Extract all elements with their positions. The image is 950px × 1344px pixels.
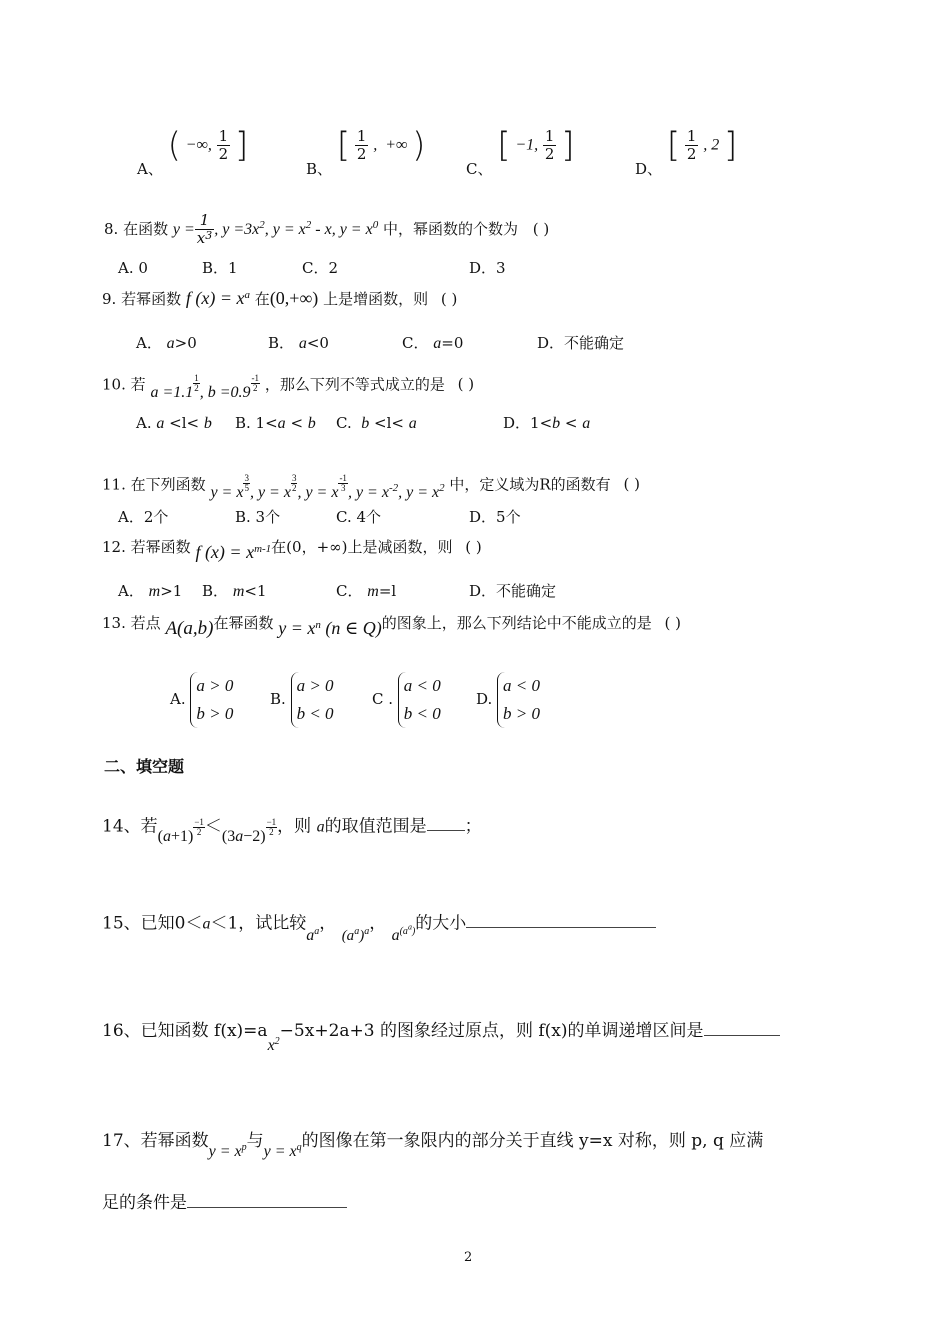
formula: $y = x^p$ bbox=[208, 1142, 247, 1160]
question-16: 16、已知函数 $f(x)=ax^2-5x+2a+3$ 的图象经过原点，则 f(x)的单调递增区间是 bbox=[102, 1020, 780, 1045]
q8-option-b: B．1 bbox=[202, 259, 238, 277]
q9-option-a: A． a>0 bbox=[136, 334, 197, 352]
q8-option-c: C．2 bbox=[302, 259, 339, 277]
formula: $a^a$ bbox=[306, 926, 320, 945]
q13-option-c: C . a < 0 b < 0 bbox=[372, 672, 441, 728]
q9-option-c: C． a=0 bbox=[402, 334, 464, 352]
answer-blank[interactable] bbox=[704, 1021, 780, 1036]
fraction: $\frac{1}{x^3}$ bbox=[196, 211, 213, 247]
question-11: 11. 在下列函数 y = x $\frac{3}{5}$ , y = x $\frac{3}{2}$ , y = x $\frac{-1}{3}$ , $y = x^{-2}$, $y = x^2$ 中，定义域为R的函数有 ( ) bbox=[102, 473, 640, 502]
q11-option-a: A．2个 bbox=[118, 508, 169, 526]
option-label: B、 bbox=[306, 159, 333, 178]
q7-option-a: A、 ( −∞, $\frac{1}{2}$ ] bbox=[137, 125, 249, 178]
question-9: 9. 若幂函数 f $(x) = x^a$ 在(0,+∞) 上是增函数，则 ( ) bbox=[102, 288, 458, 308]
q10-option-d: D．1<b < a bbox=[503, 414, 591, 432]
answer-blank[interactable] bbox=[427, 816, 465, 831]
question-17: 17、若幂函数$y = x^p$与$y = x^q$的图像在第一象限内的部分关于直线 y=x 对称，则 p, q 应满 bbox=[102, 1131, 764, 1160]
q13-option-b: B. a > 0 b < 0 bbox=[270, 672, 334, 728]
option-label: D、 bbox=[635, 159, 663, 178]
fraction-half: $\frac{1}{2}$ bbox=[218, 127, 229, 163]
formula: $x^2$ bbox=[267, 1036, 280, 1054]
q7-option-d: D、 [ $\frac{1}{2}$ , 2 ] bbox=[635, 125, 738, 178]
formula: f $(x) = x^{m-1}$ bbox=[195, 542, 272, 562]
formula: f $(x) = x^a$ bbox=[185, 288, 251, 308]
formula: A(a,b) bbox=[165, 618, 214, 639]
q8-option-a: A. 0 bbox=[118, 259, 148, 277]
q10-option-b: B. 1<a < b bbox=[235, 414, 316, 432]
formula: a =1.1 $\frac{1}{2}$ , b =0.9 $\frac{-1}{2}$ bbox=[150, 373, 260, 402]
q7-option-b: B、 [ $\frac{1}{2}$ , +∞ ) bbox=[306, 125, 426, 178]
formula: $y = x^q$ bbox=[263, 1142, 302, 1160]
question-14: 14、若(a+1) $\frac{-1}{2}$ ＜(3a−2) $\frac{-1}{2}$ ，则 a的取值范围是 ； bbox=[102, 816, 482, 846]
formula: $a^{(a^a)}$ bbox=[391, 923, 416, 945]
inequality-system: a > 0 b < 0 bbox=[291, 672, 334, 728]
formula: y = x $\frac{3}{5}$ , y = x $\frac{3}{2}$ , y = x $\frac{-1}{3}$ , $y = x^{-2}$, $y = x^2$ bbox=[210, 473, 445, 502]
question-12: 12. 若幂函数 f $(x) = x^{m-1}$在(0，+∞)上是减函数，则 ( ) bbox=[102, 538, 482, 562]
q12-option-d: D．不能确定 bbox=[469, 582, 557, 600]
question-8: 8. 在函数 y = $\frac{1}{x^3}$ , $y =3x^2$, $y = x^2 - x$, $y = x^0$ 中，幂函数的个数为 ( ) bbox=[104, 211, 550, 247]
inequality-system: a < 0 b < 0 bbox=[398, 672, 441, 728]
q12-option-b: B． m<1 bbox=[202, 582, 267, 600]
q12-option-a: A． m>1 bbox=[118, 582, 183, 600]
q10-option-a: A. a <l< b bbox=[136, 414, 212, 432]
question-17-line-2: 足的条件是 bbox=[102, 1192, 347, 1214]
formula: (a+1) $\frac{-1}{2}$ bbox=[157, 817, 204, 846]
fraction-half: $\frac{1}{2}$ bbox=[544, 127, 555, 163]
option-label: A、 bbox=[137, 159, 163, 178]
question-13: 13. 若点 A(a,b)在幂函数 $y = x^n$ (n ∈ Q)的图象上，那么下列结论中不能成立的是 ( ) bbox=[102, 614, 681, 639]
option-label: C、 bbox=[466, 159, 493, 178]
q11-option-d: D．5个 bbox=[469, 508, 521, 526]
question-15: 15、已知0＜a＜1，试比较$a^a$， $(a^a)^a$， $a^{(a^a)}$的大小 bbox=[102, 911, 656, 937]
formula: y = bbox=[172, 221, 195, 238]
q9-option-d: D．不能确定 bbox=[537, 334, 625, 352]
question-10: 10. 若 a =1.1 $\frac{1}{2}$ , b =0.9 $\frac{-1}{2}$ ，那么下列不等式成立的是 ( ) bbox=[102, 373, 475, 402]
section-heading: 二、填空题 bbox=[104, 757, 185, 776]
q9-option-b: B． a<0 bbox=[268, 334, 329, 352]
q13-option-a: A. a > 0 b > 0 bbox=[170, 672, 233, 728]
q8-option-d: D．3 bbox=[469, 259, 506, 277]
q13-option-d: D. a < 0 b > 0 bbox=[476, 672, 540, 728]
q11-option-b: B. 3个 bbox=[235, 508, 281, 526]
answer-blank[interactable] bbox=[187, 1193, 347, 1208]
q7-option-c: C、 [ −1, $\frac{1}{2}$ ] bbox=[466, 125, 575, 178]
q12-option-c: C． m=l bbox=[336, 582, 397, 600]
inequality-system: a < 0 b > 0 bbox=[497, 672, 540, 728]
fraction-half: $\frac{1}{2}$ bbox=[356, 127, 367, 163]
inequality-system: a > 0 b > 0 bbox=[190, 672, 233, 728]
page-number: 2 bbox=[464, 1250, 473, 1265]
formula: $y = x^n$ (n ∈ Q) bbox=[278, 618, 382, 638]
formula: (3a−2) $\frac{-1}{2}$ bbox=[221, 817, 277, 846]
answer-blank[interactable] bbox=[466, 913, 656, 928]
q11-option-c: C. 4个 bbox=[336, 508, 382, 526]
q10-option-c: C. b <l< a bbox=[336, 414, 417, 432]
fraction-half: $\frac{1}{2}$ bbox=[686, 127, 697, 163]
formula: $(a^a)^a$ bbox=[341, 926, 370, 945]
